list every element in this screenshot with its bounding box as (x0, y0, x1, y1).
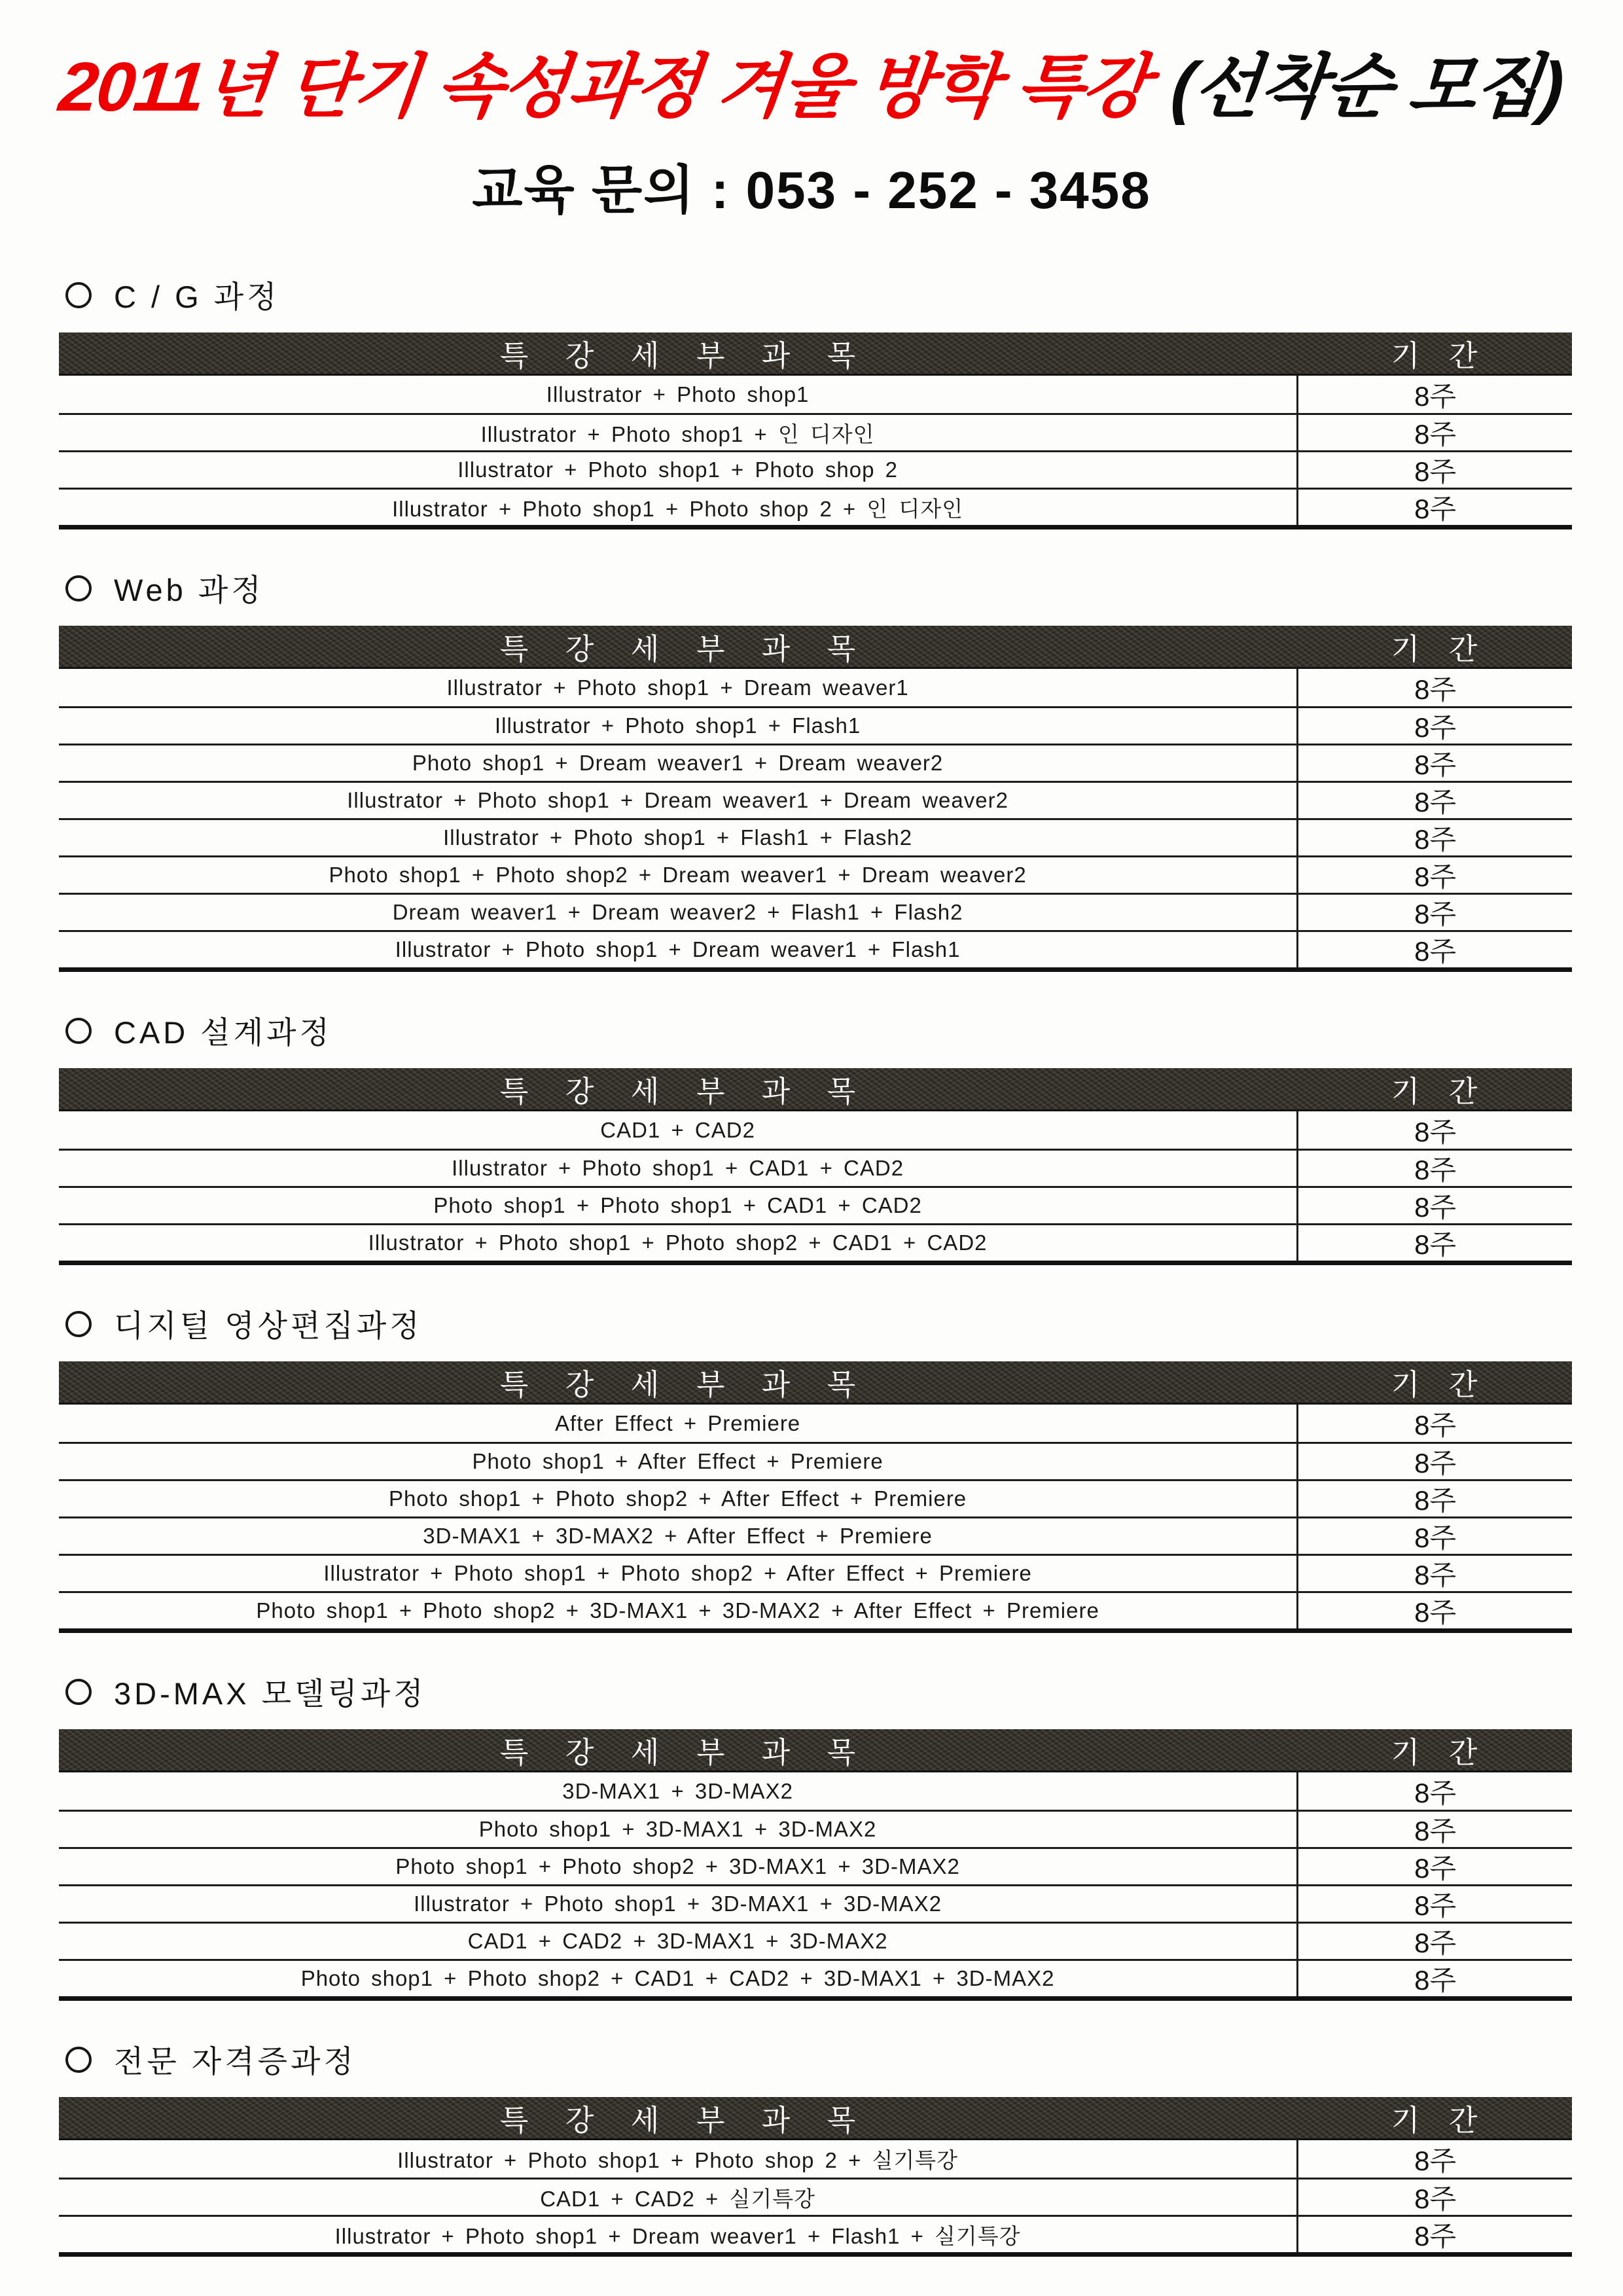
table-row (59, 1591, 1572, 1628)
subject-cell: After Effect + Premiere (555, 1410, 801, 1435)
section-heading (65, 1302, 1572, 1346)
duration-cell: 8주 (1296, 1924, 1572, 1959)
circle-bullet-icon (65, 1018, 92, 1044)
table-row (59, 706, 1572, 744)
subject-cell: Illustrator + Photo shop1 + Flash1 + Flash2 (443, 825, 913, 850)
table-row (59, 1554, 1572, 1591)
section-heading-label: 디지털 영상편집과정 (114, 1308, 423, 1343)
table-header-row (59, 2097, 1572, 2140)
duration-cell: 8주 (1296, 1481, 1572, 1516)
duration-cell: 8주 (1296, 1405, 1572, 1442)
subject-cell: Photo shop1 + Photo shop2 + 3D-MAX1 + 3D-MAX2 (395, 1854, 960, 1878)
course-section (59, 566, 1572, 972)
duration-cell: 8주 (1296, 1444, 1572, 1479)
subject-cell: Photo shop1 + Dream weaver1 + Dream weaver2 (412, 751, 944, 775)
table-row (59, 930, 1572, 967)
table-row (59, 2140, 1572, 2178)
subject-cell: Illustrator + Photo shop1 + Dream weaver1 (446, 675, 909, 700)
table-body (59, 1405, 1572, 1628)
table-row (59, 1111, 1572, 1149)
table-row (59, 1959, 1572, 1996)
circle-bullet-icon (65, 2047, 92, 2073)
course-section (59, 273, 1572, 529)
course-section (59, 1302, 1572, 1633)
table-row (59, 1884, 1572, 1922)
contact-phone: 교육 문의 : 053 - 252 - 3458 (472, 161, 1151, 219)
subject-cell: Illustrator + Photo shop1 + Dream weaver1 + Flash1 + 실기특강 (334, 2223, 1021, 2248)
section-heading-label: C / G 과정 (114, 279, 280, 314)
column-header-subject: 특 강 세 부 과 목 (499, 632, 870, 666)
duration-cell: 8주 (1296, 895, 1572, 930)
table-row (59, 818, 1572, 855)
table-header-row (59, 626, 1572, 669)
page-title-black: (선착순 모집) (1168, 48, 1567, 126)
subject-cell: 3D-MAX1 + 3D-MAX2 (562, 1778, 793, 1803)
table-body (59, 1111, 1572, 1261)
table-row (59, 1516, 1572, 1554)
table-header-row (59, 332, 1572, 376)
duration-cell: 8주 (1296, 669, 1572, 706)
duration-cell: 8주 (1296, 2217, 1572, 2252)
subject-cell: Photo shop1 + Photo shop2 + 3D-MAX1 + 3D-MAX2 + After Effect + Premiere (256, 1598, 1099, 1623)
table-row (59, 2178, 1572, 2215)
section-heading (65, 273, 1572, 317)
column-header-subject: 특 강 세 부 과 목 (499, 2104, 870, 2137)
subject-cell: 3D-MAX1 + 3D-MAX2 + After Effect + Premiere (423, 1524, 933, 1548)
course-table (59, 1729, 1572, 2001)
table-row (59, 1442, 1572, 1479)
duration-cell: 8주 (1296, 1556, 1572, 1591)
duration-cell: 8주 (1296, 783, 1572, 818)
duration-cell: 8주 (1296, 376, 1572, 413)
table-body (59, 376, 1572, 525)
duration-cell: 8주 (1296, 1772, 1572, 1810)
column-header-duration: 기 간 (1391, 632, 1488, 666)
duration-cell: 8주 (1296, 1593, 1572, 1628)
duration-cell: 8주 (1296, 820, 1572, 855)
table-row (59, 893, 1572, 930)
duration-cell: 8주 (1296, 452, 1572, 488)
subject-cell: Illustrator + Photo shop1 + Dream weaver1 + Dream weaver2 (347, 788, 1008, 812)
subject-cell: Illustrator + Photo shop1 + Photo shop 2 + 실기특강 (397, 2148, 959, 2172)
table-row (59, 1847, 1572, 1884)
table-body (59, 669, 1572, 967)
subject-cell: CAD1 + CAD2 + 3D-MAX1 + 3D-MAX2 (467, 1929, 888, 1953)
page-title-red: 2011년 단기 속성과정 겨울 방학 특강 (55, 48, 1152, 126)
column-header-subject: 특 강 세 부 과 목 (499, 339, 870, 372)
duration-cell: 8주 (1296, 1518, 1572, 1554)
subject-cell: Photo shop1 + Photo shop1 + CAD1 + CAD2 (433, 1193, 922, 1217)
duration-cell: 8주 (1296, 1225, 1572, 1261)
duration-cell: 8주 (1296, 1188, 1572, 1223)
table-row (59, 1223, 1572, 1261)
column-header-duration: 기 간 (1391, 1075, 1488, 1108)
circle-bullet-icon (65, 1311, 92, 1337)
subject-cell: Illustrator + Photo shop1 + 3D-MAX1 + 3D-MAX2 (414, 1892, 942, 1916)
subject-cell: Photo shop1 + Photo shop2 + After Effect + Premiere (389, 1486, 967, 1511)
course-section (59, 1670, 1572, 2001)
duration-cell: 8주 (1296, 857, 1572, 893)
course-section (59, 1009, 1572, 1265)
subject-cell: Illustrator + Photo shop1 + Dream weaver1 + Flash1 (395, 937, 961, 961)
subject-cell: Photo shop1 + After Effect + Premiere (472, 1449, 883, 1473)
section-heading-label: 전문 자격증과정 (114, 2044, 357, 2079)
subject-cell: Illustrator + Photo shop1 + Flash1 (494, 713, 861, 738)
subject-cell: CAD1 + CAD2 + 실기특강 (540, 2186, 815, 2211)
subject-cell: Illustrator + Photo shop1 + Photo shop 2 (457, 457, 898, 482)
section-heading (65, 1009, 1572, 1052)
course-table (59, 1068, 1572, 1265)
table-body (59, 2140, 1572, 2252)
column-header-duration: 기 간 (1391, 1736, 1488, 1769)
duration-cell: 8주 (1296, 2140, 1572, 2178)
table-row (59, 1479, 1572, 1516)
table-row (59, 669, 1572, 706)
subject-cell: Photo shop1 + 3D-MAX1 + 3D-MAX2 (478, 1817, 877, 1841)
duration-cell: 8주 (1296, 745, 1572, 781)
table-row (59, 413, 1572, 450)
column-header-subject: 특 강 세 부 과 목 (499, 1368, 870, 1401)
table-row (59, 1405, 1572, 1442)
duration-cell: 8주 (1296, 415, 1572, 450)
subject-cell: Illustrator + Photo shop1 (546, 382, 810, 406)
circle-bullet-icon (65, 1679, 92, 1705)
subject-cell: Dream weaver1 + Dream weaver2 + Flash1 + Flash2 (392, 900, 963, 924)
table-row (59, 1772, 1572, 1810)
table-header-row (59, 1729, 1572, 1772)
table-row (59, 1186, 1572, 1223)
table-row (59, 450, 1572, 488)
section-heading-label: 3D-MAX 모델링과정 (114, 1676, 427, 1711)
course-section (59, 2037, 1572, 2257)
duration-cell: 8주 (1296, 1812, 1572, 1847)
subject-cell: Illustrator + Photo shop1 + Photo shop 2 + 인 디자인 (392, 496, 964, 521)
table-row (59, 781, 1572, 818)
section-heading-label: CAD 설계과정 (114, 1015, 332, 1050)
subject-cell: Photo shop1 + Photo shop2 + CAD1 + CAD2 + 3D-MAX1 + 3D-MAX2 (300, 1966, 1055, 1990)
subject-cell: Illustrator + Photo shop1 + Photo shop2 + CAD1 + CAD2 (368, 1230, 988, 1255)
page-title (0, 31, 1623, 131)
duration-cell: 8주 (1296, 490, 1572, 525)
duration-cell: 8주 (1296, 1886, 1572, 1922)
column-header-subject: 특 강 세 부 과 목 (499, 1736, 870, 1769)
table-row (59, 855, 1572, 893)
subject-cell: Photo shop1 + Photo shop2 + Dream weaver1 + Dream weaver2 (329, 863, 1027, 887)
duration-cell: 8주 (1296, 1849, 1572, 1884)
column-header-duration: 기 간 (1391, 2104, 1488, 2137)
table-row (59, 376, 1572, 413)
table-body (59, 1772, 1572, 1996)
column-header-subject: 특 강 세 부 과 목 (499, 1075, 870, 1108)
column-header-duration: 기 간 (1391, 1368, 1488, 1401)
subject-cell: Illustrator + Photo shop1 + 인 디자인 (480, 422, 875, 446)
duration-cell: 8주 (1296, 2179, 1572, 2215)
course-table (59, 1361, 1572, 1633)
duration-cell: 8주 (1296, 708, 1572, 744)
course-table (59, 626, 1572, 972)
duration-cell: 8주 (1296, 1111, 1572, 1149)
column-header-duration: 기 간 (1391, 339, 1488, 372)
table-row (59, 744, 1572, 781)
section-heading (65, 1670, 1572, 1713)
section-heading (65, 566, 1572, 610)
table-row (59, 1149, 1572, 1186)
title-block (0, 0, 1623, 223)
table-header-row (59, 1361, 1572, 1405)
subject-cell: CAD1 + CAD2 (600, 1117, 755, 1142)
table-row (59, 1810, 1572, 1847)
subject-cell: Illustrator + Photo shop1 + Photo shop2 + After Effect + Premiere (323, 1561, 1032, 1585)
table-row (59, 1922, 1572, 1959)
circle-bullet-icon (65, 282, 92, 308)
table-header-row (59, 1068, 1572, 1111)
table-row (59, 488, 1572, 525)
circle-bullet-icon (65, 575, 92, 601)
duration-cell: 8주 (1296, 1151, 1572, 1186)
course-table (59, 332, 1572, 529)
course-table (59, 2097, 1572, 2257)
sections (0, 223, 1623, 2257)
section-heading (65, 2037, 1572, 2081)
duration-cell: 8주 (1296, 1961, 1572, 1996)
table-row (59, 2215, 1572, 2252)
duration-cell: 8주 (1296, 932, 1572, 967)
subject-cell: Illustrator + Photo shop1 + CAD1 + CAD2 (452, 1156, 904, 1180)
section-heading-label: Web 과정 (114, 573, 264, 607)
